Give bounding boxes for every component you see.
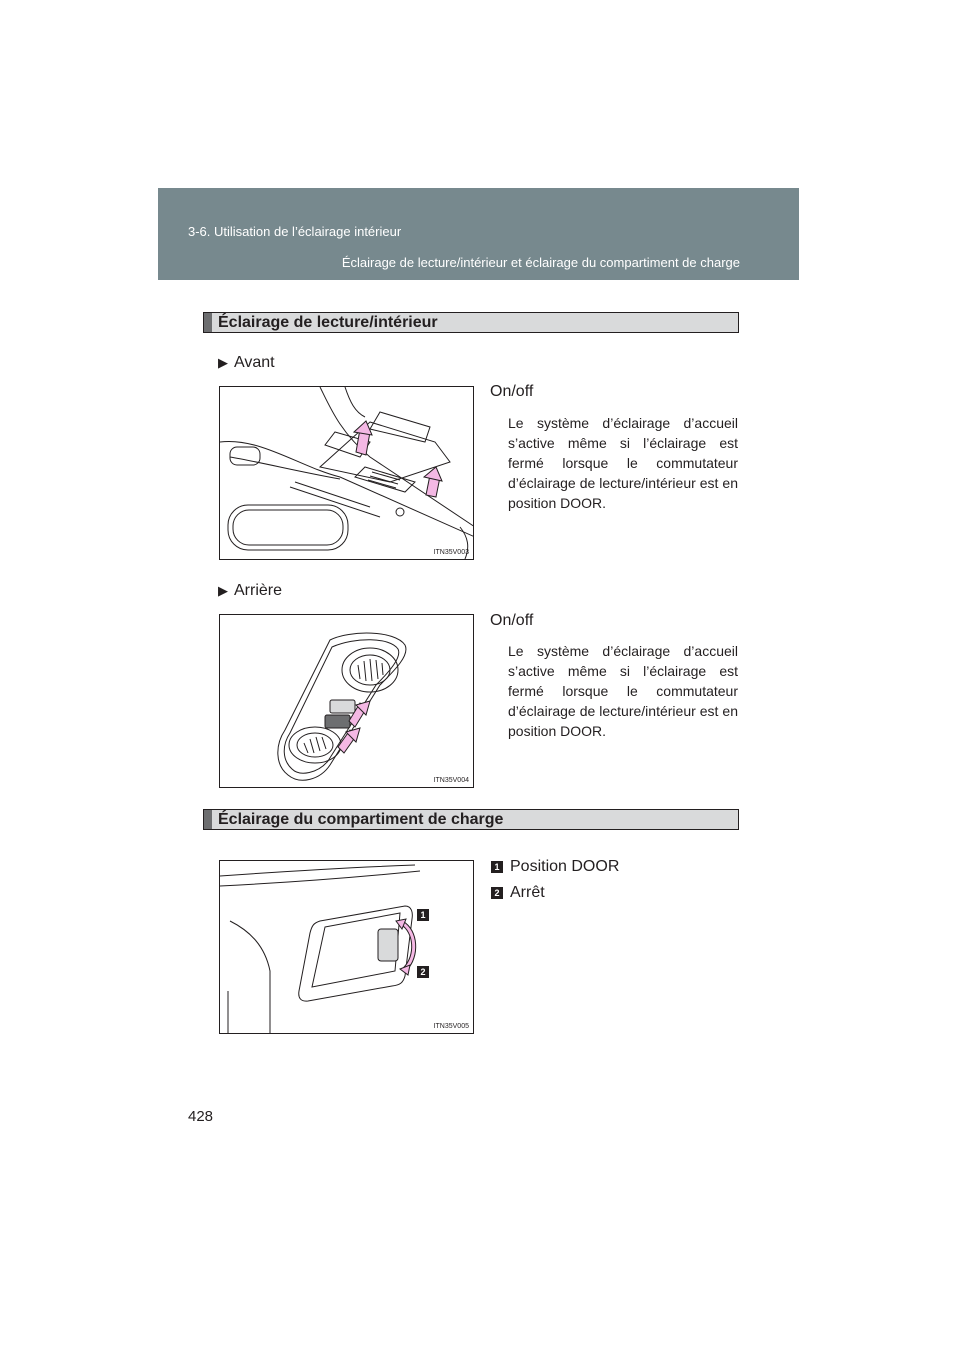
legend-item-2: [491, 884, 545, 902]
section-heading-cargo-light: [203, 809, 739, 830]
subheading-front: [218, 354, 275, 372]
section-title: Éclairage du compartiment de charge: [218, 811, 504, 828]
page-header: [158, 188, 799, 280]
section-tab: [204, 313, 212, 332]
triangle-bullet-icon: ▶: [218, 355, 228, 370]
figure-cargo-light: [219, 860, 474, 1034]
subheading-rear: [218, 582, 282, 600]
section-tab: [204, 810, 212, 829]
figure-rear-light: [219, 614, 474, 788]
subheading-label: Arrière: [234, 582, 283, 599]
figure-front-light: [219, 386, 474, 560]
rear-overhead-light-illustration: [220, 615, 474, 788]
callout-2: 2: [417, 966, 429, 978]
note-rear: Le système d’éclairage d’accueil s’active même si l’éclairage est fermé lorsque le commutateur d’éclairage de lecture/intérieur est en position DOOR.: [508, 643, 738, 739]
note-front: Le système d’éclairage d’accueil s’active même si l’éclairage est fermé lorsque le commutateur d’éclairage de lecture/intérieur est en position DOOR.: [508, 415, 738, 511]
legend-label: Arrêt: [510, 884, 545, 901]
figure-code: ITN35V005: [433, 1023, 469, 1030]
legend-item-1: [491, 858, 619, 876]
section-heading-reading-light: [203, 312, 739, 333]
cargo-light-illustration: [220, 861, 474, 1034]
callout-1: 1: [417, 909, 429, 921]
figure-code: ITN35V004: [433, 777, 469, 784]
switch-label-front: On/off: [490, 383, 534, 400]
number-badge: 1: [491, 861, 503, 873]
section-title: Éclairage de lecture/intérieur: [218, 314, 438, 331]
switch-label-rear: On/off: [490, 612, 534, 629]
chapter-title: 3-6. Utilisation de l’éclairage intérieur: [188, 224, 402, 239]
subheading-label: Avant: [234, 354, 275, 371]
triangle-bullet-icon: ▶: [218, 583, 228, 598]
number-badge: 2: [491, 887, 503, 899]
figure-code: ITN35V003: [433, 549, 469, 556]
section-subtitle: Éclairage de lecture/intérieur et éclairage du compartiment de charge: [341, 255, 740, 270]
legend-label: Position DOOR: [510, 858, 620, 875]
front-overhead-console-illustration: [220, 387, 474, 560]
page-number: 428: [188, 1108, 214, 1125]
